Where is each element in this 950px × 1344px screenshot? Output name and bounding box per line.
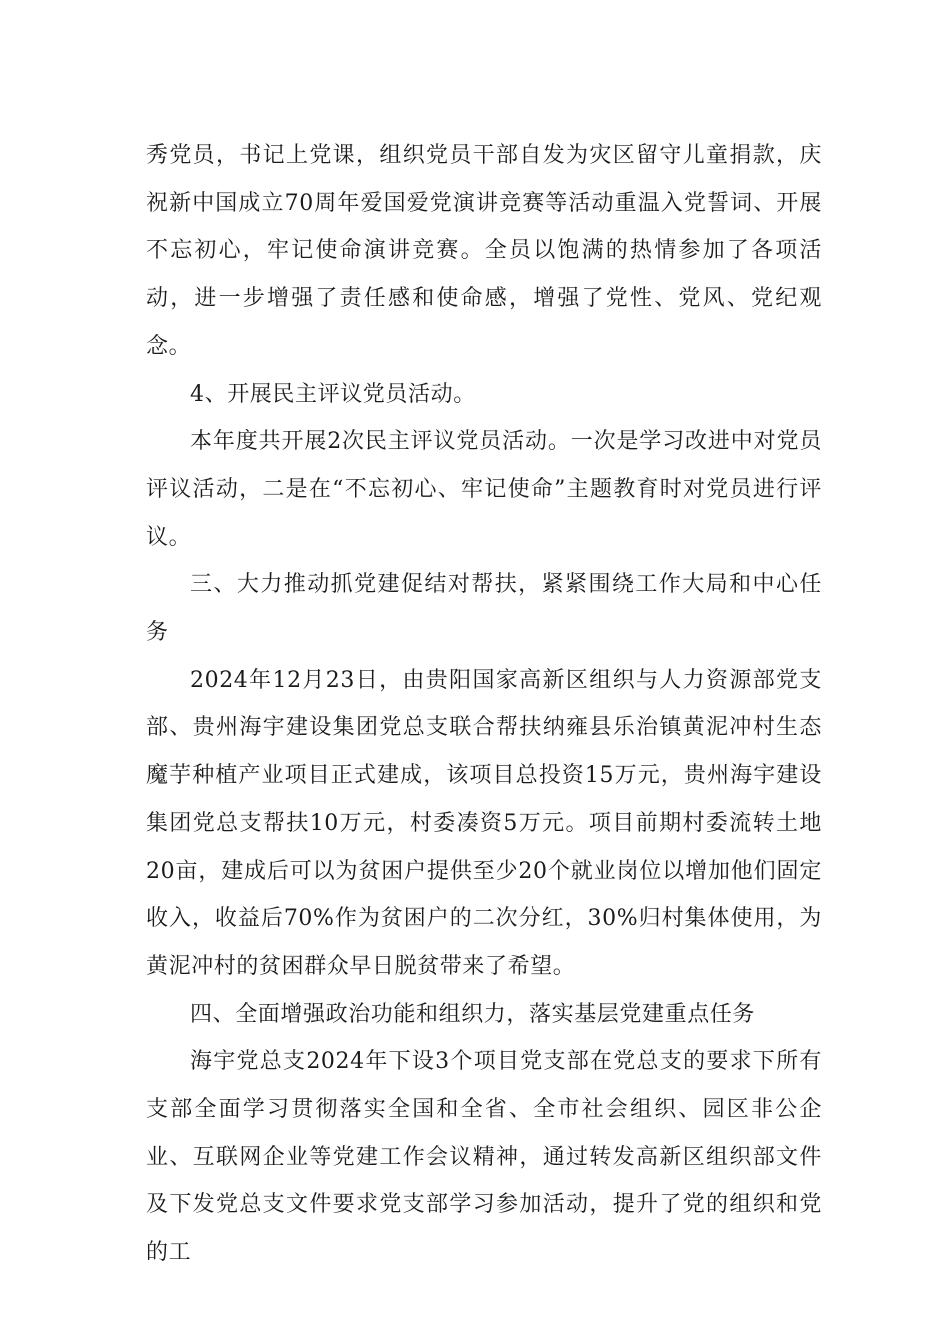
paragraph-poverty-aid-project: 2024年12月23日，由贵阳国家高新区组织与人力资源部党支部、贵州海宇建设集团党总支联合帮扶纳雍县乐治镇黄泥冲村生态魔芋种植产业项目正式建成，该项目总投资15万元，贵州海宇建设集团党总支帮扶10万元，村委凑资5万元。项目前期村委流转土地20亩，建成后可以为贫困户提供至少20个就业岗位以增加他们固定收入，收益后70%作为贫困户的二次分红，30%归村集体使用，为黄泥冲村的贫困群众早日脱贫带来了希望。 bbox=[146, 667, 822, 979]
section-heading-4: 四、全面增强政治功能和组织力，落实基层党建重点任务 bbox=[190, 1001, 756, 1027]
section-heading-3: 三、大力推动抓党建促结对帮扶，紧紧围绕工作大局和中心任务 bbox=[146, 572, 822, 646]
paragraph-party-branches: 海宇党总支2024年下设3个项目党支部在党总支的要求下所有支部全面学习贯彻落实全国和全省、全市社会组织、园区非公企业、互联网企业等党建工作会议精神，通过转发高新区组织部文件及下发党总支文件要求党支部学习参加活动，提升了党的组织和党的工 bbox=[146, 1049, 822, 1266]
document-body bbox=[146, 132, 822, 1277]
paragraph-democratic-review: 本年度共开展2次民主评议党员活动。一次是学习改进中对党员评议活动，二是在“不忘初心、牢记使命”主题教育时对党员进行评议。 bbox=[146, 429, 822, 550]
paragraph-subheading-4: 4、开展民主评议党员活动。 bbox=[190, 381, 476, 407]
paragraph-continuation: 秀党员，书记上党课，组织党员干部自发为灾区留守儿童捐款，庆祝新中国成立70周年爱国爱党演讲竞赛等活动重温入党誓词、开展不忘初心，牢记使命演讲竞赛。全员以饱满的热情参加了各项活动，进一步增强了责任感和使命感，增强了党性、党风、党纪观念。 bbox=[146, 143, 822, 359]
